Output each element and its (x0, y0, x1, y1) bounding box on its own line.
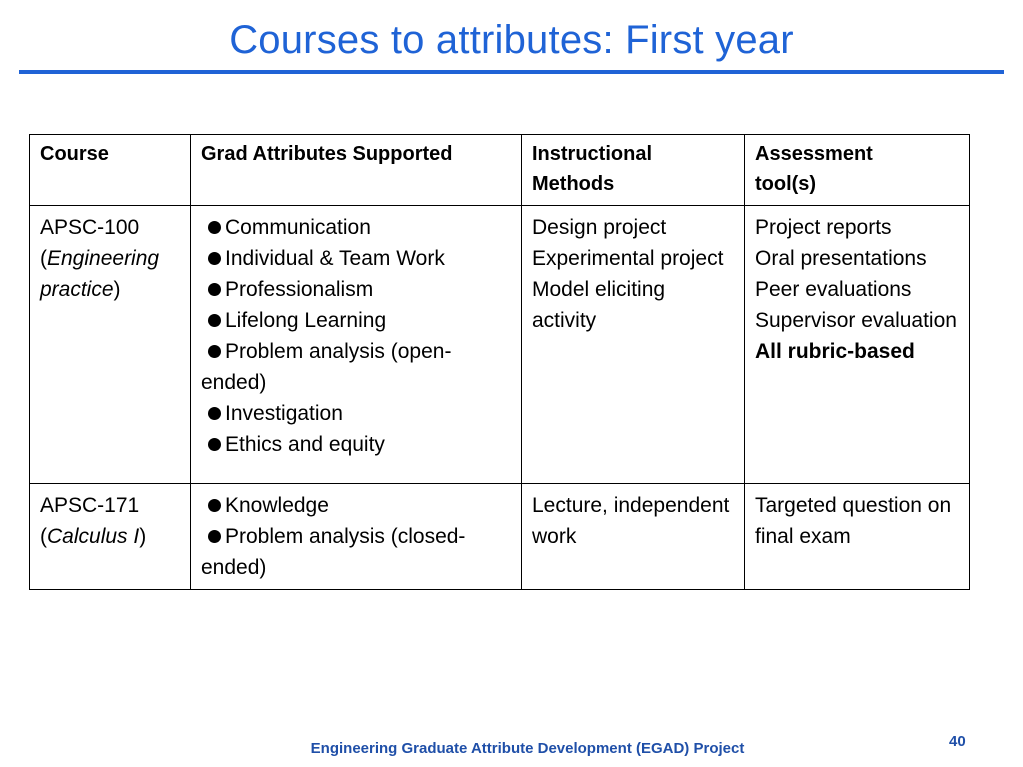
page-number: 40 (949, 733, 966, 750)
list-item: Knowledge (201, 490, 511, 521)
assessment-cell (745, 206, 970, 484)
course-name: (Engineering (40, 247, 160, 270)
assessment-note: All rubric-based (755, 340, 915, 363)
header-row (30, 135, 970, 206)
method-item: Experimental project (532, 247, 724, 270)
course-cell (30, 484, 191, 590)
list-item: Problem analysis (closed-ended) (201, 525, 466, 579)
assessment-item: Targeted question on final exam (755, 494, 952, 548)
attributes-cell (191, 206, 522, 484)
methods-cell (522, 206, 745, 484)
method-item: Lecture, independent work (532, 494, 730, 548)
course-code: APSC-100 (40, 216, 140, 239)
header-assessment-line1: Assessment (755, 143, 873, 165)
method-item: Model eliciting activity (532, 278, 666, 332)
header-methods-line1: Instructional (532, 143, 653, 165)
header-course: Course (30, 135, 191, 206)
method-item: Design project (532, 216, 667, 239)
methods-cell (522, 484, 745, 590)
table-row (30, 484, 970, 590)
list-item: Ethics and equity (201, 429, 511, 460)
list-item: Lifelong Learning (201, 305, 511, 336)
assessment-cell (745, 484, 970, 590)
header-attributes: Grad Attributes Supported (191, 135, 522, 206)
bullet-icon (208, 314, 221, 327)
title-divider (19, 70, 1004, 74)
header-assessment-line2: tool(s) (755, 173, 817, 195)
list-item: Investigation (201, 398, 511, 429)
bullet-icon (208, 438, 221, 451)
bullet-icon (208, 407, 221, 420)
attributes-cell (191, 484, 522, 590)
list-item: Professionalism (201, 274, 511, 305)
bullet-icon (208, 530, 221, 543)
assessment-item: Project reports (755, 216, 892, 239)
header-methods (522, 135, 745, 206)
slide-title: Courses to attributes: First year (229, 18, 794, 62)
bullet-icon (208, 499, 221, 512)
assessment-item: Oral presentations (755, 247, 927, 270)
header-assessment (745, 135, 970, 206)
list-item: Communication (201, 212, 511, 243)
courses-table (29, 134, 970, 590)
course-cell (30, 206, 191, 484)
course-name: (Calculus I) (40, 525, 147, 548)
course-name-cont: practice) (40, 278, 121, 301)
header-methods-line2: Methods (532, 173, 615, 195)
assessment-item: Supervisor evaluation (755, 309, 957, 332)
bullet-icon (208, 221, 221, 234)
list-item: Problem analysis (open-ended) (201, 340, 452, 394)
table-row (30, 206, 970, 484)
bullet-icon (208, 252, 221, 265)
bullet-icon (208, 345, 221, 358)
course-code: APSC-171 (40, 494, 140, 517)
list-item: Individual & Team Work (201, 243, 511, 274)
footer-project-name: Engineering Graduate Attribute Development (EGAD) Project (310, 740, 745, 757)
bullet-icon (208, 283, 221, 296)
assessment-item: Peer evaluations (755, 278, 912, 301)
